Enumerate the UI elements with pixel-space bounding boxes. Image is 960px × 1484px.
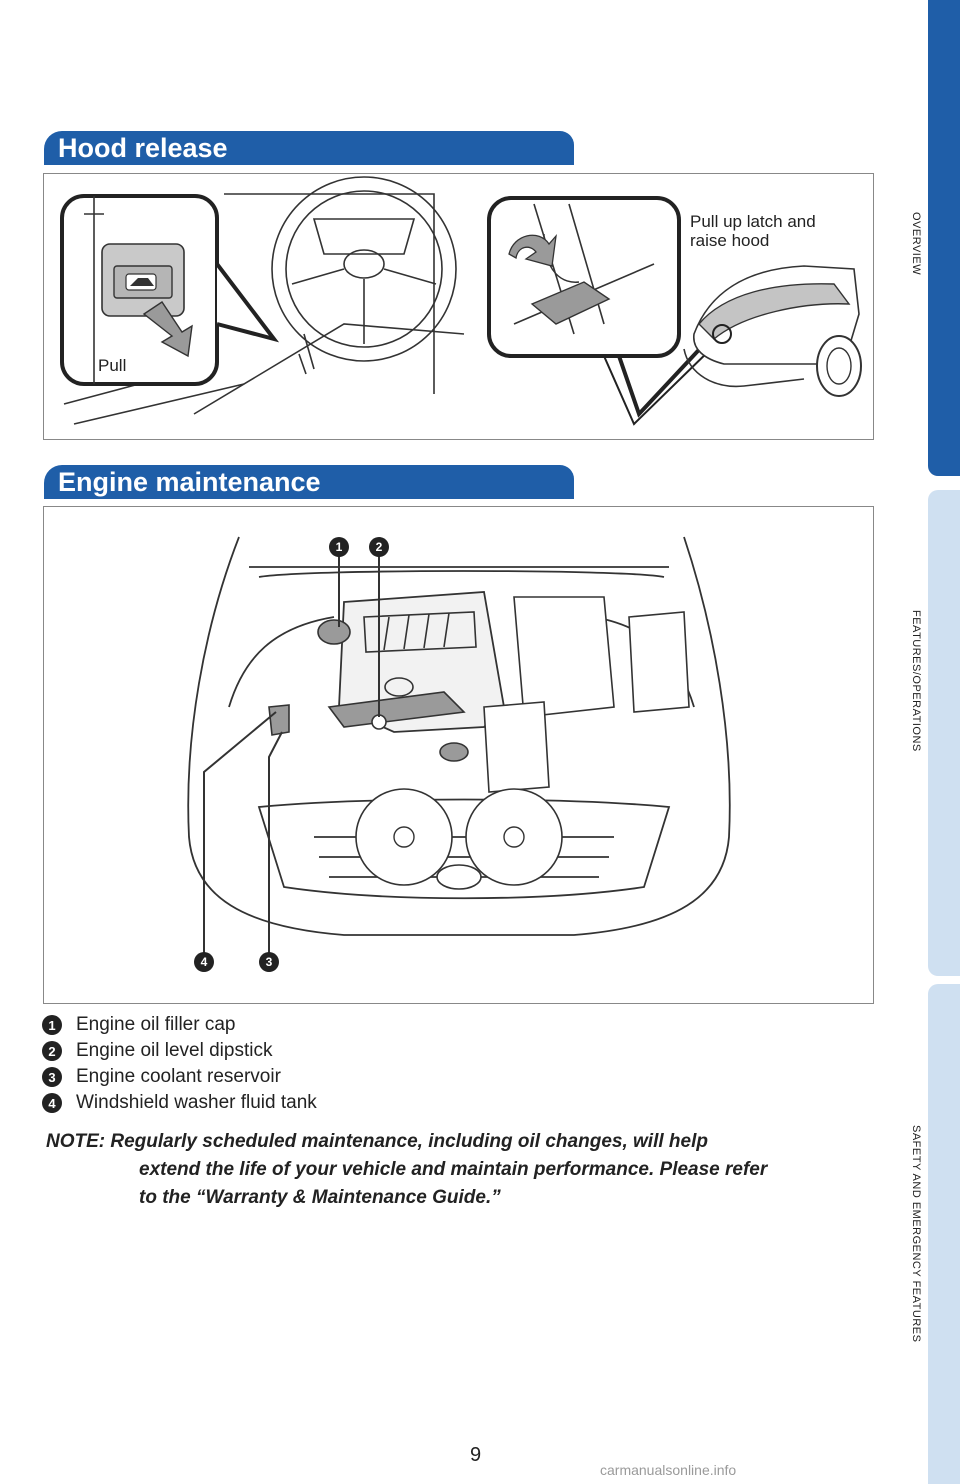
note-line-3: to the “Warranty & Maintenance Guide.” [139,1187,501,1208]
tab-safety-label: SAFETY AND EMERGENCY FEATURES [910,1125,922,1343]
maintenance-note [46,1128,846,1212]
engine-parts-legend [42,1012,317,1116]
legend-label: Engine coolant reservoir [76,1066,281,1087]
pull-label: Pull [98,356,127,375]
tab-features-operations[interactable] [928,490,960,976]
tab-features-label: FEATURES/OPERATIONS [910,610,922,752]
tab-overview-label: OVERVIEW [910,212,922,276]
legend-label: Windshield washer fluid tank [76,1092,317,1113]
hood-release-header: Hood release [44,131,574,165]
legend-label: Engine oil filler cap [76,1014,236,1035]
callout-num-4: 4 [200,955,208,969]
callout-num-1: 1 [335,540,343,554]
list-item [42,1038,317,1064]
engine-bay-drawing [44,507,873,1003]
number-badge: 3 [42,1067,62,1087]
number-badge: 1 [42,1015,62,1035]
engine-bay-illustration [43,506,874,1004]
callout-num-3: 3 [265,955,273,969]
list-item [42,1090,317,1116]
number-badge: 4 [42,1093,62,1113]
list-item [42,1064,317,1090]
note-line-1: NOTE: Regularly scheduled maintenance, including oil changes, will help [46,1131,708,1152]
number-badge: 2 [42,1041,62,1061]
latch-label-line2: raise hood [690,231,770,250]
legend-label: Engine oil level dipstick [76,1040,273,1061]
engine-maintenance-header: Engine maintenance [44,465,574,499]
list-item [42,1012,317,1038]
latch-label-line1: Pull up latch and [690,212,816,231]
tab-safety-emergency[interactable] [928,984,960,1484]
page-number: 9 [470,1444,482,1466]
watermark: carmanualsonline.info [600,1462,737,1478]
callout-num-2: 2 [375,540,383,554]
tab-overview[interactable] [928,0,960,476]
note-line-2: extend the life of your vehicle and maintain performance. Please refer [139,1159,768,1180]
